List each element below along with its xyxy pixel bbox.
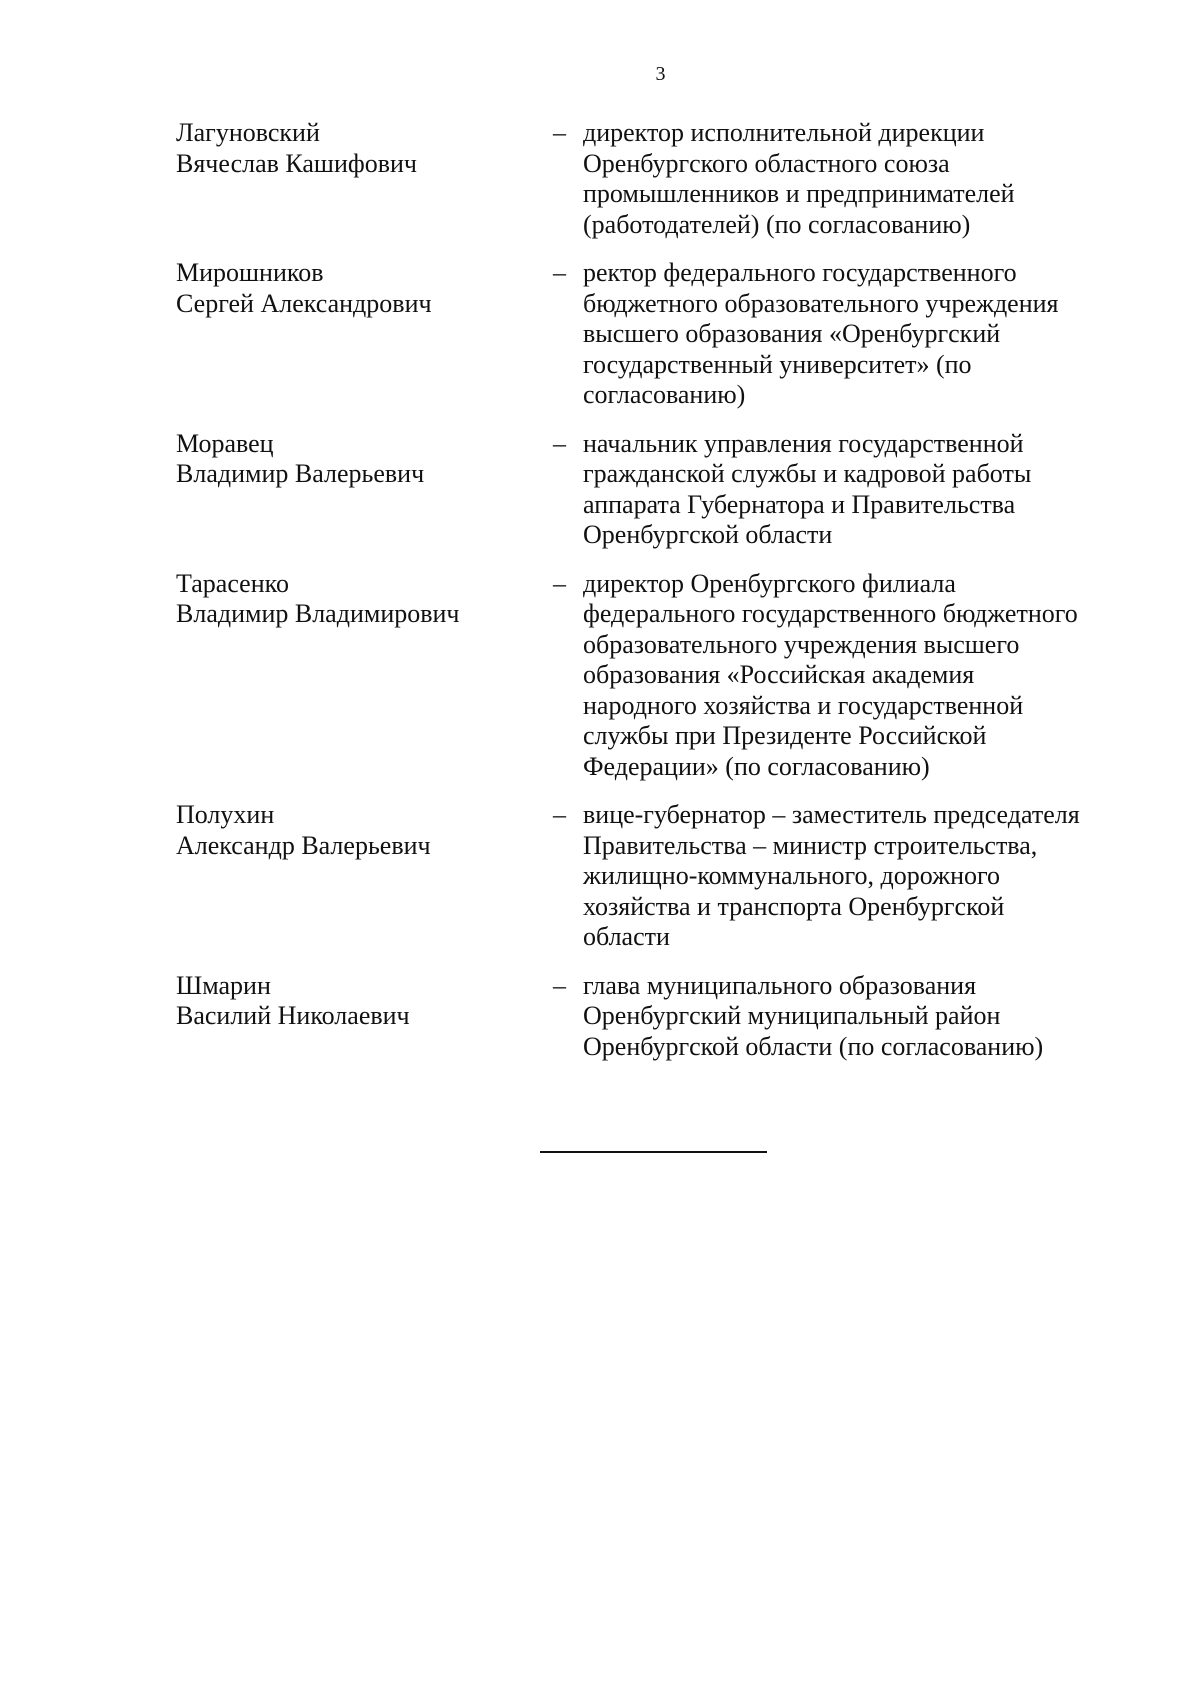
- role-line: бюджетного образовательного учреждения: [583, 288, 1059, 318]
- role-line: Оренбургского областного союза: [583, 148, 950, 178]
- role-line: Оренбургский муниципальный район: [583, 1001, 1001, 1030]
- member-given-name: Владимир Владимирович: [176, 599, 460, 628]
- member-given-name: Вячеслав Кашифович: [176, 148, 417, 178]
- role-line: народного хозяйства и государственной: [583, 690, 1024, 720]
- dash-separator: –: [553, 118, 566, 147]
- role-line: Оренбургской области (по согласованию): [583, 1031, 1044, 1061]
- member-surname: Шмарин: [176, 970, 271, 1000]
- member-given-name: Александр Валерьевич: [176, 830, 431, 860]
- role-line: аппарата Губернатора и Правительства: [583, 489, 1016, 519]
- role-line: жилищно-коммунального, дорожного: [583, 861, 1001, 890]
- role-line: вице-губернатор – заместитель председателя: [583, 800, 1080, 829]
- member-name: [176, 258, 553, 319]
- dash-separator: –: [553, 258, 566, 287]
- role-line: образовательного учреждения высшего: [583, 629, 1020, 659]
- member-surname: Полухин: [176, 800, 275, 829]
- role-line: начальник управления государственной: [583, 428, 1024, 458]
- list-item: [176, 971, 1136, 1063]
- role-line: хозяйства и транспорта Оренбургской: [583, 891, 1005, 921]
- member-name: [176, 429, 553, 490]
- role-line: Оренбургской области: [583, 520, 833, 549]
- role-line: государственный университет» (по: [583, 349, 972, 379]
- member-surname: Лагуновский: [176, 118, 320, 147]
- role-line: образования «Российская академия: [583, 660, 975, 689]
- member-role: [583, 800, 1136, 953]
- member-role: [583, 429, 1136, 551]
- role-line: согласованию): [583, 380, 746, 409]
- page-number: 3: [655, 63, 666, 85]
- member-name: [176, 569, 553, 630]
- role-line: (работодателей) (по согласованию): [583, 209, 971, 239]
- member-role: [583, 118, 1136, 240]
- member-name: [176, 118, 553, 179]
- dash-separator: –: [553, 970, 566, 1000]
- member-role: [583, 258, 1136, 411]
- member-list: [176, 118, 1136, 1062]
- list-item: [176, 258, 1136, 411]
- member-surname: Моравец: [176, 428, 274, 458]
- closing-rule: [540, 1151, 767, 1153]
- list-item: [176, 118, 1136, 240]
- member-given-name: Владимир Валерьевич: [176, 459, 425, 488]
- member-surname: Тарасенко: [176, 568, 289, 598]
- dash-separator: –: [553, 568, 566, 598]
- member-name: [176, 971, 553, 1032]
- list-item: [176, 800, 1136, 953]
- member-role: [583, 569, 1136, 783]
- member-role: [583, 971, 1136, 1063]
- role-line: промышленников и предпринимателей: [583, 179, 1015, 208]
- role-line: службы при Президенте Российской: [583, 721, 987, 750]
- dash-separator: –: [553, 800, 566, 829]
- member-name: [176, 800, 553, 861]
- role-line: директор Оренбургского филиала: [583, 568, 956, 598]
- role-line: глава муниципального образования: [583, 970, 977, 1000]
- list-item: [176, 429, 1136, 551]
- member-given-name: Василий Николаевич: [176, 1001, 410, 1030]
- list-item: [176, 569, 1136, 783]
- role-line: гражданской службы и кадровой работы: [583, 459, 1032, 488]
- role-line: ректор федерального государственного: [583, 258, 1017, 287]
- role-line: высшего образования «Оренбургский: [583, 319, 1001, 348]
- role-line: Федерации» (по согласованию): [583, 751, 930, 781]
- role-line: директор исполнительной дирекции: [583, 118, 985, 147]
- dash-separator: –: [553, 428, 566, 458]
- role-line: Правительства – министр строительства,: [583, 830, 1038, 860]
- member-given-name: Сергей Александрович: [176, 288, 432, 318]
- role-line: области: [583, 922, 670, 951]
- role-line: федерального государственного бюджетного: [583, 599, 1078, 628]
- member-surname: Мирошников: [176, 258, 324, 287]
